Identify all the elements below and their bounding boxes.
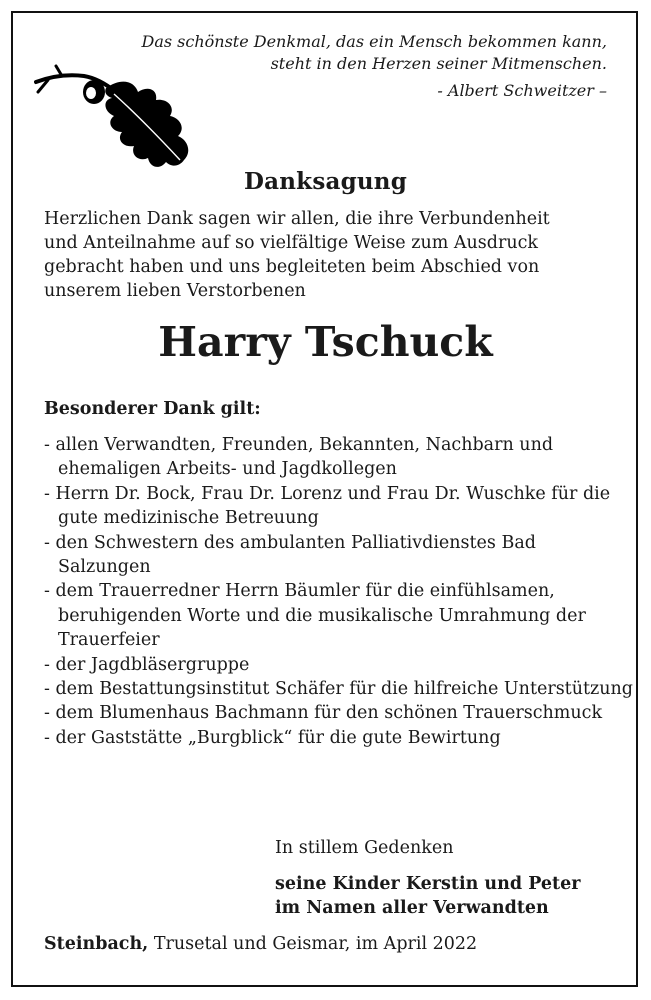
signer-line: im Namen aller Verwandten bbox=[275, 898, 549, 918]
quote-block bbox=[141, 31, 607, 102]
place-rest: Trusetal und Geismar, im April 2022 bbox=[148, 934, 478, 954]
signers bbox=[275, 872, 580, 920]
thanks-list bbox=[44, 433, 634, 750]
intro-line: unserem lieben Verstorbenen bbox=[44, 281, 306, 301]
thanks-item: - dem Trauerredner Herrn Bäumler für die einfühlsamen, beruhigenden Worte und die musikalische Umrahmung der Trauerfeier bbox=[44, 581, 586, 651]
closing-line: In stillem Gedenken bbox=[275, 838, 454, 858]
thanks-heading: Besonderer Dank gilt: bbox=[44, 399, 261, 419]
quote-line-2: steht in den Herzen seiner Mitmenschen. bbox=[270, 54, 607, 73]
thanks-item: - allen Verwandten, Freunden, Bekannten, Nachbarn und ehemaligen Arbeits- und Jagdkollegen bbox=[44, 435, 554, 480]
quote-author: - Albert Schweitzer – bbox=[437, 81, 607, 100]
place-town: Steinbach, bbox=[44, 934, 149, 954]
place-and-date bbox=[44, 934, 477, 954]
closing-block bbox=[275, 836, 580, 920]
deceased-name: Harry Tschuck bbox=[158, 318, 493, 366]
oak-leaf-acorn-icon bbox=[34, 62, 194, 170]
title: Danksagung bbox=[244, 168, 407, 195]
intro-text bbox=[44, 207, 624, 303]
intro-line: Herzlichen Dank sagen wir allen, die ihre Verbundenheit bbox=[44, 209, 550, 229]
thanks-item: - der Jagdbläsergruppe bbox=[44, 654, 250, 675]
thanks-item: - dem Blumenhaus Bachmann für den schönen Trauerschmuck bbox=[44, 703, 603, 724]
signer-line: seine Kinder Kerstin und Peter bbox=[275, 874, 581, 894]
thanks-item: - der Gaststätte „Burgblick“ für die gute Bewirtung bbox=[44, 727, 501, 748]
thanks-item: - den Schwestern des ambulanten Palliativdienstes Bad Salzungen bbox=[44, 532, 536, 578]
thanks-item: - dem Bestattungsinstitut Schäfer für die hilfreiche Unterstützung bbox=[44, 679, 633, 700]
intro-line: und Anteilnahme auf so vielfältige Weise zum Ausdruck bbox=[44, 233, 538, 253]
quote-line-1: Das schönste Denkmal, das ein Mensch bekommen kann, bbox=[141, 32, 607, 51]
intro-line: gebracht haben und uns begleiteten beim Abschied von bbox=[44, 257, 540, 277]
thanks-item: - Herrn Dr. Bock, Frau Dr. Lorenz und Frau Dr. Wuschke für die gute medizinische Betreuung bbox=[44, 483, 611, 529]
